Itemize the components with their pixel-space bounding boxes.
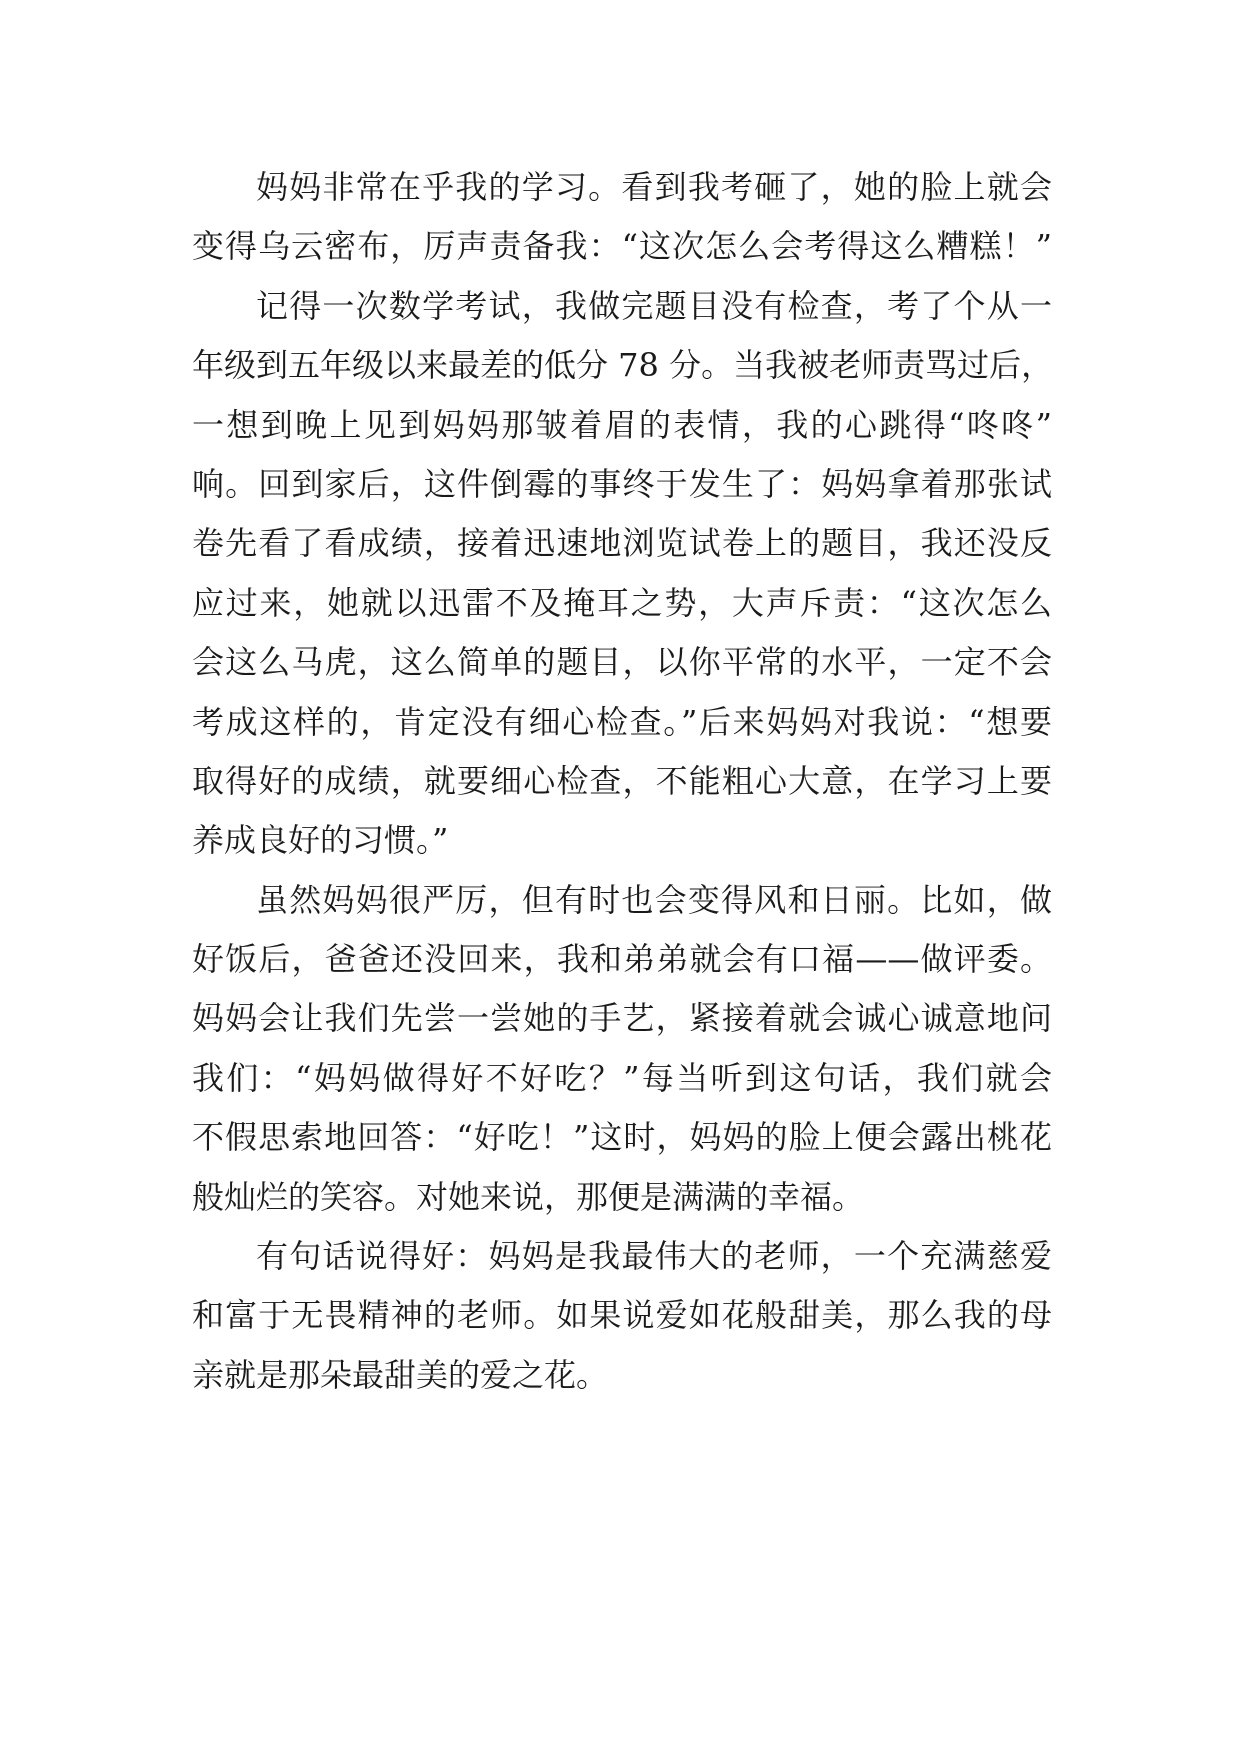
text-line: 响。回到家后，这件倒霉的事终于发生了：妈妈拿着那张试 — [192, 464, 1052, 503]
paragraph — [192, 277, 1052, 871]
text-line: 会这么马虎，这么简单的题目，以你平常的水平，一定不会 — [192, 643, 1052, 682]
text-line: 虽然妈妈很严厉，但有时也会变得风和日丽。比如，做 — [256, 880, 1052, 919]
text-line: 取得好的成绩，就要细心检查，不能粗心大意，在学习上要 — [192, 761, 1052, 800]
paragraph — [192, 871, 1052, 1227]
paragraph — [192, 158, 1052, 277]
text-line: 一想到晚上见到妈妈那皱着眉的表情，我的心跳得“咚咚” — [192, 405, 1052, 444]
text-line: 考成这样的，肯定没有细心检查。”后来妈妈对我说：“想要 — [192, 702, 1052, 741]
essay-body — [192, 158, 1052, 1405]
text-line: 卷先看了看成绩，接着迅速地浏览试卷上的题目，我还没反 — [192, 524, 1052, 563]
text-line: 变得乌云密布，厉声责备我：“这次怎么会考得这么糟糕！” — [192, 227, 1052, 266]
text-line: 有句话说得好：妈妈是我最伟大的老师，一个充满慈爱 — [256, 1237, 1052, 1276]
paragraph — [192, 1227, 1052, 1405]
text-line: 般灿烂的笑容。对她来说，那便是满满的幸福。 — [192, 1177, 865, 1216]
text-line: 我们：“妈妈做得好不好吃？”每当听到这句话，我们就会 — [192, 1058, 1052, 1097]
text-line: 和富于无畏精神的老师。如果说爱如花般甜美，那么我的母 — [192, 1296, 1052, 1335]
text-line: 不假思索地回答：“好吃！”这时，妈妈的脸上便会露出桃花 — [192, 1118, 1052, 1157]
text-line: 妈妈非常在乎我的学习。看到我考砸了，她的脸上就会 — [256, 168, 1052, 206]
text-line: 年级到五年级以来最差的低分 78 分。当我被老师责骂过后， — [192, 346, 1054, 385]
text-line: 记得一次数学考试，我做完题目没有检查，考了个从一 — [256, 286, 1052, 325]
text-line: 应过来，她就以迅雷不及掩耳之势，大声斥责：“这次怎么 — [192, 583, 1052, 622]
text-line: 好饭后，爸爸还没回来，我和弟弟就会有口福——做评委。 — [192, 940, 1052, 979]
text-line: 养成良好的习惯。” — [192, 821, 449, 860]
text-line: 亲就是那朵最甜美的爱之花。 — [192, 1355, 609, 1394]
text-line: 妈妈会让我们先尝一尝她的手艺，紧接着就会诚心诚意地问 — [192, 999, 1052, 1038]
